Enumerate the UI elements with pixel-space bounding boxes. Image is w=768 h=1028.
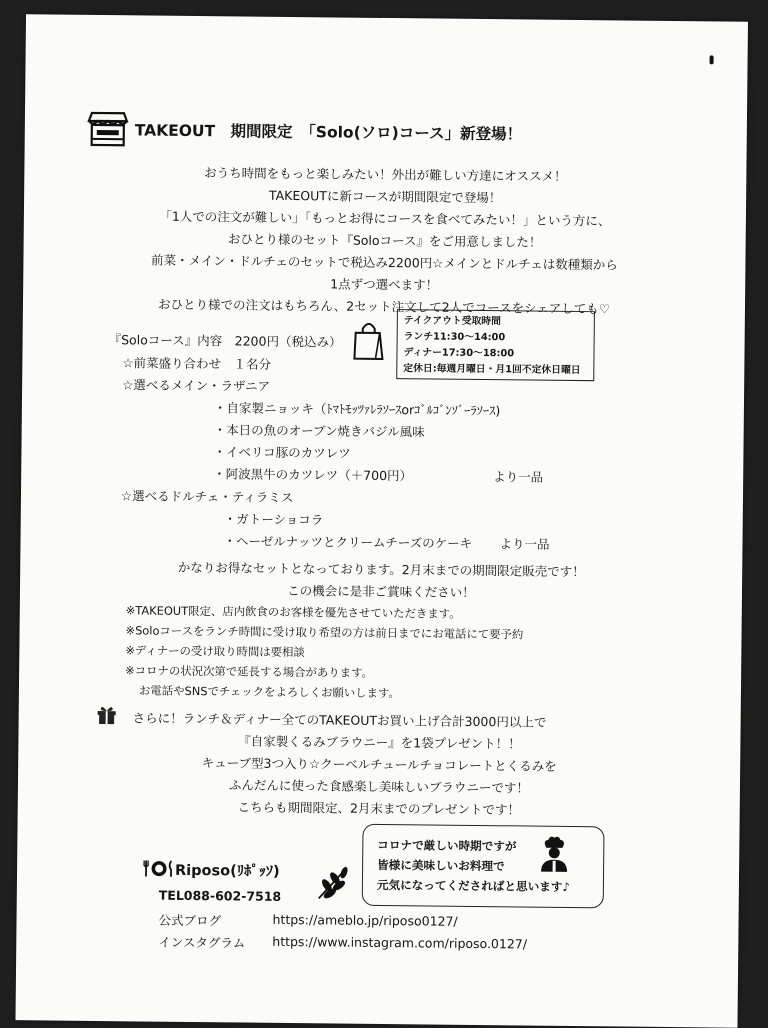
note-line: お電話やSNSでチェックをよろしくお願いします。 bbox=[139, 682, 400, 701]
note-line: ※Soloコースをランチ時間に受け取り希望の方は前日までにお電話にて要予約 bbox=[125, 622, 523, 642]
ink-mark bbox=[710, 55, 714, 64]
gift-line-5: こちらも期間限定、2月末までのプレゼントです！ bbox=[18, 795, 740, 821]
instagram-url[interactable]: https://www.instagram.com/riposo.0127/ bbox=[272, 934, 527, 952]
menu-heading: 『Soloコース』内容 2200円（税込み） bbox=[109, 330, 342, 350]
intro-line-1: おうち時間をもっと楽しみたい！外出が難しい方達にオススメ！ bbox=[24, 161, 746, 187]
intro-line-2: TAKEOUTに新コースが期間限定で登場！ bbox=[24, 183, 746, 209]
olive-branch-icon bbox=[315, 865, 351, 901]
menu-main-item: ・イベリコ豚のカツレツ bbox=[213, 442, 350, 461]
takeout-shop-icon bbox=[88, 111, 128, 147]
gift-line-1: さらに！ランチ＆ディナー全てのTAKEOUTお買い上げ合計3000円以上で bbox=[133, 708, 547, 730]
pickup-closed-days: 定休日:毎週月曜日・月1回不定休日曜日 bbox=[403, 361, 593, 379]
intro-line-6: 1点ずつ選べます！ bbox=[23, 271, 745, 297]
chef-icon bbox=[539, 836, 569, 872]
gift-line-4: ふんだんに使った食感楽し美味しいブラウニーです！ bbox=[18, 773, 740, 799]
menu-main-item: ・本日の魚のオーブン焼きバジル風味 bbox=[214, 420, 425, 440]
menu-antipasto: ☆前菜盛り合わせ １名分 bbox=[122, 353, 271, 373]
intro-line-7: おひとり様での注文はもちろん、2セット注文して2人でコースをシェアしても♡ bbox=[23, 293, 745, 319]
pickup-lunch: ランチ11:30～14:00 bbox=[404, 329, 594, 347]
gift-icon bbox=[97, 705, 117, 725]
menu-main-heading: ☆選べるメイン・ラザニア bbox=[122, 375, 270, 395]
message-line-2: 皆様に美味しいお料理で bbox=[377, 855, 603, 877]
flyer-paper bbox=[15, 14, 747, 1028]
blog-label: 公式ブログ bbox=[158, 911, 221, 930]
closing-line-1: かなりお得なセットとなっております。2月末までの期間限定販売です！ bbox=[20, 556, 742, 582]
gift-line-2: 『自家製くるみブラウニー』を1袋プレゼント！！ bbox=[18, 729, 740, 755]
intro-line-3: 「1人での注文が難しい」「もっとお得にコースを食べてみたい！」という方に、 bbox=[24, 205, 746, 231]
shop-name: Riposo(ﾘﾎﾟｯｿ) bbox=[175, 859, 280, 881]
menu-dolce-heading: ☆選べるドルチェ・ティラミス bbox=[121, 486, 294, 506]
intro-line-4: おひとり様のセット『Soloコース』をご用意しました！ bbox=[24, 227, 746, 253]
note-line: ※TAKEOUT限定、店内飲食のお客様を優先させていただきます。 bbox=[126, 602, 461, 622]
shop-tel: TEL088-602-7518 bbox=[159, 888, 282, 904]
instagram-label: インスタグラム bbox=[158, 933, 245, 952]
message-line-3: 元気になってくださればと思います♪ bbox=[377, 875, 603, 897]
cutlery-plate-icon bbox=[144, 860, 174, 878]
blog-url[interactable]: https://ameblo.jp/riposo0127/ bbox=[272, 912, 457, 929]
gift-line-3: キューブ型3つ入り☆クーベルチュールチョコレートとくるみを bbox=[18, 751, 740, 777]
closing-line-2: この機会に是非ご賞味ください！ bbox=[20, 578, 742, 604]
pickup-hours-box bbox=[396, 309, 595, 381]
note-line: ※コロナの状況次第で延長する場合があります。 bbox=[125, 662, 373, 681]
pickup-title: テイクアウト受取時間 bbox=[404, 313, 594, 331]
intro-line-5: 前菜・メイン・ドルチェのセットで税込み2200円☆メインとドルチェは数種類から bbox=[23, 249, 745, 275]
menu-main-item: ・自家製ニョッキ（ﾄﾏﾄﾓｯﾂｧﾚﾗｿｰｽorｺﾞﾙｺﾞﾝｿﾞｰﾗｿｰｽ) bbox=[214, 398, 501, 419]
menu-main-item: ・阿波黒牛のカツレツ（＋700円） bbox=[213, 464, 412, 484]
message-line-1: コロナで厳しい時期ですが bbox=[377, 835, 603, 857]
note-line: ※ディナーの受け取り時間は要相談 bbox=[125, 642, 305, 660]
menu-dolce-choice: より一品 bbox=[499, 534, 549, 553]
menu-dolce-item: ・ヘーゼルナッツとクリームチーズのケーキ bbox=[223, 531, 472, 552]
shopping-bag-icon bbox=[352, 321, 384, 361]
page-title: TAKEOUT 期間限定 「Solo(ソロ)コース」新登場！ bbox=[135, 118, 522, 144]
pickup-dinner: ディナー17:30～18:00 bbox=[403, 345, 593, 363]
menu-main-choice: より一品 bbox=[493, 467, 543, 486]
menu-dolce-item: ・ガトーショコラ bbox=[224, 509, 324, 528]
